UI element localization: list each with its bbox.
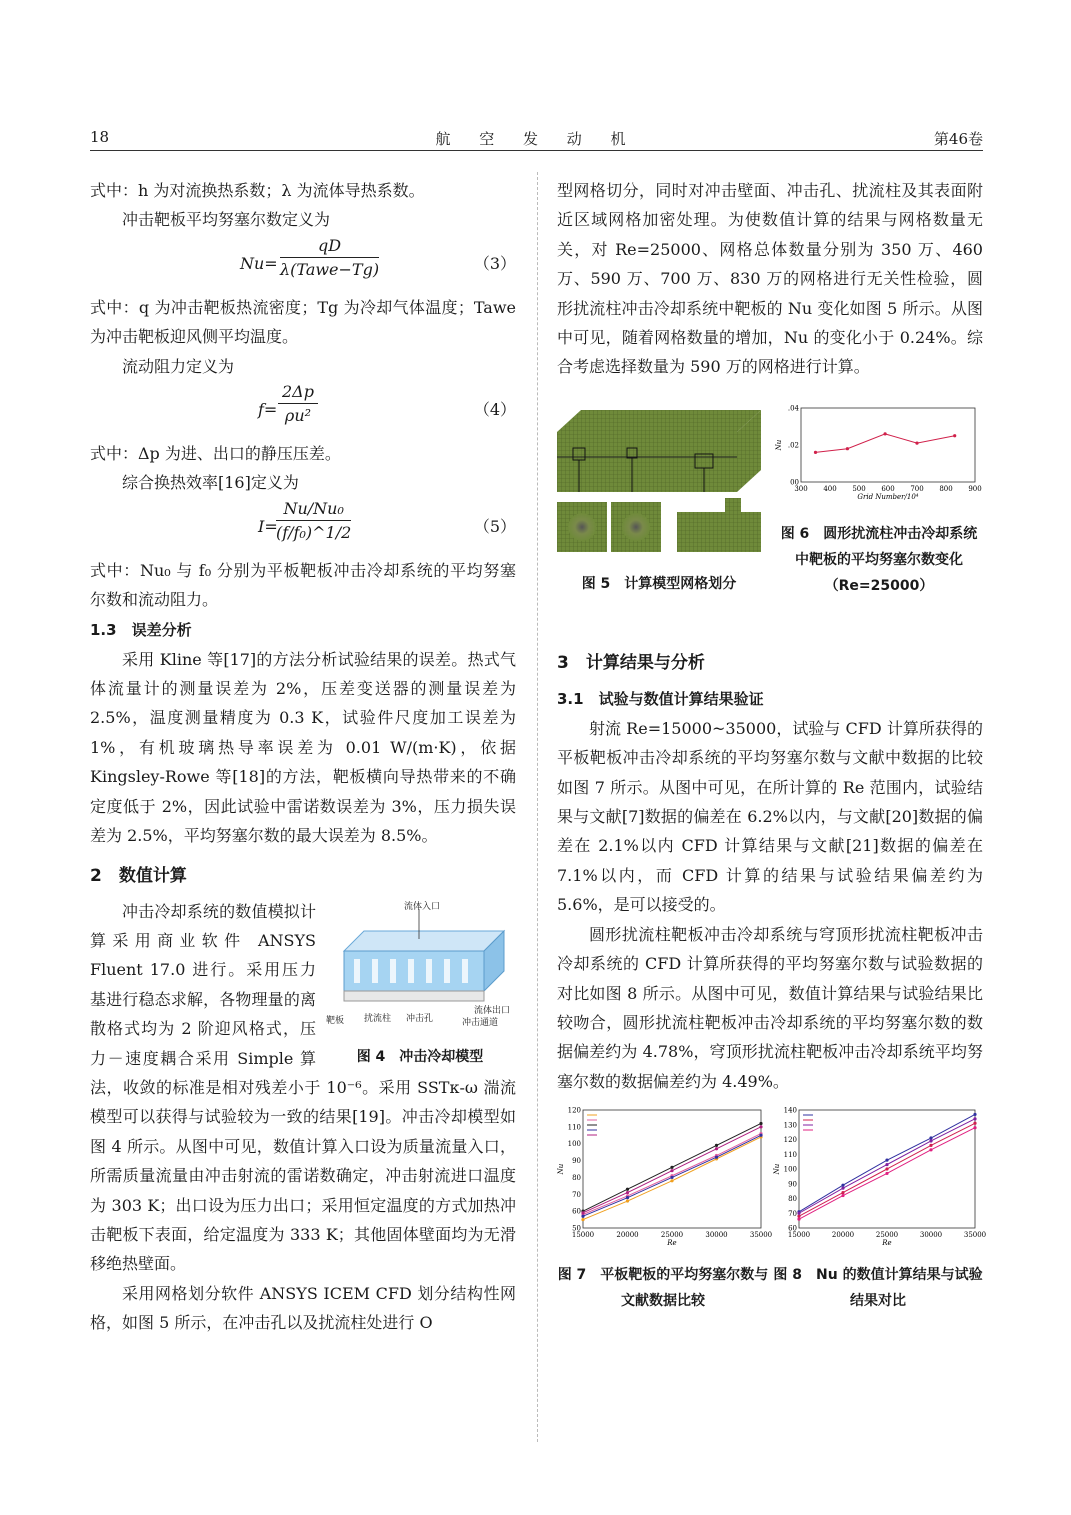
equation-5 xyxy=(90,498,516,556)
data-point xyxy=(670,1176,673,1179)
chart-flat-plate-nu xyxy=(557,1104,773,1252)
paragraph: 式中：Nu₀ 与 f₀ 分别为平板靶板冲击冷却系统的平均努塞尔数和流动阻力。 xyxy=(90,560,516,610)
data-point xyxy=(797,1215,800,1218)
y-tick-label: 110 xyxy=(567,1123,581,1132)
data-point xyxy=(581,1211,584,1214)
eq-numerator: Nu/Nu₀ xyxy=(276,498,351,521)
data-point xyxy=(929,1137,932,1140)
section-heading-3-1: 3.1 试验与数值计算结果验证 xyxy=(557,689,764,708)
data-point xyxy=(670,1179,673,1182)
paragraph: 射流 Re=15000~35000，试验与 CFD 计算所获得的平板靶板冲击冷却系统的平均努塞尔数与文献中数据的比较如图 7 所示。从图中可见，在所计算的 Re 范围内，试验结果与文献[7]数据的偏差在 6.2%以内，与文献[20]数据的偏差在 2.1%以内 CFD 计算结果与文献[21]数据的偏差在 7.1%以内，而 CFD 计算的结果与试验结果偏差约为 5.6%，是可以接受的。 xyxy=(557,718,983,915)
label-hole: 冲击孔 xyxy=(406,1013,434,1024)
x-tick-label: 300 xyxy=(794,484,808,493)
data-point xyxy=(797,1212,800,1215)
paragraph: 圆形扰流柱靶板冲击冷却系统与穹顶形扰流柱靶板冲击冷却系统的 CFD 计算所获得的平均努塞尔数与试验数据的对比如图 8 所示。从图中可见，数值计算结果与试验结果比较吻合，圆形扰流柱靶板冲击冷却系统的平均努塞尔数的数据偏差约为 4.78%，穹顶形扰流柱靶板冲击冷却系统平均努塞尔数的数据偏差约为 4.49%。 xyxy=(557,924,983,1091)
data-point xyxy=(759,1134,762,1137)
paragraph: 式中：h 为对流换热系数；λ 为流体导热系数。 xyxy=(90,181,425,200)
y-tick-label: 50 xyxy=(572,1224,581,1233)
page-header xyxy=(90,128,983,151)
data-point xyxy=(929,1140,932,1143)
mesh-diagram xyxy=(557,402,761,562)
volume-label: 第46卷 xyxy=(933,130,983,148)
data-point xyxy=(915,441,918,444)
plot-frame xyxy=(583,1110,761,1228)
eq-lhs: Nu= xyxy=(240,253,278,273)
x-tick-label: 25000 xyxy=(875,1231,899,1240)
figure-4 xyxy=(324,901,516,1065)
data-point xyxy=(929,1148,932,1151)
right-column xyxy=(557,176,987,1314)
data-point xyxy=(670,1169,673,1172)
data-point xyxy=(953,434,956,437)
x-tick-label: 700 xyxy=(910,484,924,493)
figure-5 xyxy=(557,402,761,597)
x-tick-label: 600 xyxy=(881,484,895,493)
data-point xyxy=(841,1184,844,1187)
data-point xyxy=(841,1194,844,1197)
data-point xyxy=(715,1147,718,1150)
chart-grid-independence xyxy=(775,402,983,512)
y-tick-label: 140 xyxy=(783,1106,797,1115)
figure-7 xyxy=(557,1104,773,1313)
eq-lhs: I= xyxy=(258,516,278,536)
eq-lhs: f= xyxy=(258,400,278,420)
figure-8-caption: 图 8 Nu 的数值计算结果与试验结果对比 xyxy=(773,1266,983,1309)
y-tick-label: 60 xyxy=(788,1224,797,1233)
eq-fraction xyxy=(278,381,318,428)
paragraph: 流动阻力定义为 xyxy=(122,356,235,376)
figure-7-caption: 图 7 平板靶板的平均努塞尔数与文献数据比较 xyxy=(557,1266,769,1309)
data-point xyxy=(973,1126,976,1129)
figures-7-8 xyxy=(557,1104,987,1314)
data-point xyxy=(841,1191,844,1194)
section-heading-2: 2 数值计算 xyxy=(90,865,187,886)
paragraph: 采用网格划分软件 ANSYS ICEM CFD 划分结构性网格，如图 5 所示，在冲击孔以及扰流柱处进行 O xyxy=(90,1283,516,1333)
data-point xyxy=(715,1156,718,1159)
journal-title: 航 空 发 动 机 xyxy=(435,130,638,148)
column-divider xyxy=(537,172,538,1442)
y-tick-label: 80 xyxy=(788,1195,797,1204)
eq-fraction xyxy=(276,498,351,545)
data-point xyxy=(626,1191,629,1194)
paragraph: 综合换热效率[16]定义为 xyxy=(122,473,299,493)
y-tick-label: 100 xyxy=(567,1140,581,1149)
x-tick-label: 25000 xyxy=(660,1231,684,1240)
x-axis-label: Re xyxy=(882,1239,892,1248)
series-line xyxy=(816,434,955,453)
data-point xyxy=(670,1166,673,1169)
y-tick-label: 70 xyxy=(572,1190,581,1199)
label-target: 靶板 xyxy=(326,1015,345,1026)
x-tick-label: 35000 xyxy=(749,1231,773,1240)
data-point xyxy=(759,1125,762,1128)
eq-number: （4） xyxy=(473,400,516,420)
x-tick-label: 35000 xyxy=(963,1231,987,1240)
paragraph: 式中：q 为冲击靶板热流密度；Tg 为冷却气体温度；Tawe 为冲击靶板迎风侧平均温度。 xyxy=(90,297,516,347)
paragraph: 型网格切分，同时对冲击壁面、冲击孔、扰流柱及其表面附近区域网格加密处理。为使数值计算的结果与网格数量无关，对 Re=25000、网格总体数量分别为 350 万、460 万、590 万、700 万、830 万的网格进行无关性检验，圆形扰流柱冲击冷却系统中靶板的 Nu 变化如图 5 所示。从图中可见，随着网格数量的增加，Nu 的变化小于 0.24%。综合考虑选择数量为 590 万的网格进行计算。 xyxy=(557,181,983,377)
y-tick-label: 120 xyxy=(783,1136,797,1145)
y-tick-label: 110 xyxy=(783,1150,797,1159)
figures-5-6 xyxy=(557,382,983,638)
eq-denominator: λ(Tawe−Tg) xyxy=(280,259,380,279)
x-tick-label: 400 xyxy=(823,484,837,493)
x-tick-label: 20000 xyxy=(831,1231,855,1240)
y-tick-label: 130 xyxy=(783,1121,797,1130)
paragraph: 式中：Δp 为进、出口的静压压差。 xyxy=(90,444,341,464)
series-line xyxy=(583,1134,761,1215)
data-point xyxy=(885,1168,888,1171)
data-point xyxy=(626,1188,629,1191)
data-point xyxy=(841,1187,844,1190)
data-point xyxy=(797,1218,800,1221)
y-tick-label: 70 xyxy=(788,1209,797,1218)
data-point xyxy=(581,1218,584,1221)
eq-number: （5） xyxy=(473,516,516,536)
eq-denominator: (f/f₀)^1/2 xyxy=(276,522,352,542)
figure-8 xyxy=(773,1104,987,1313)
data-point xyxy=(626,1196,629,1199)
x-tick-label: 30000 xyxy=(705,1231,728,1240)
x-tick-label: 30000 xyxy=(919,1231,943,1240)
data-point xyxy=(973,1117,976,1120)
label-outlet: 流体出口 xyxy=(474,1005,511,1016)
section-heading-3: 3 计算结果与分析 xyxy=(557,652,705,673)
label-channel: 冲击通道 xyxy=(462,1017,499,1028)
eq-number: （3） xyxy=(473,253,516,273)
y-tick-label: 00 xyxy=(790,478,799,487)
data-point xyxy=(884,432,887,435)
figure-4-caption: 图 4 冲击冷却模型 xyxy=(356,1048,484,1065)
equation-4 xyxy=(90,381,516,439)
page-number: 18 xyxy=(90,128,110,146)
y-axis-label: Nu xyxy=(775,439,783,451)
data-point xyxy=(885,1163,888,1166)
paragraph: 冲击靶板平均努塞尔数定义为 xyxy=(122,210,331,230)
x-axis-label: Re xyxy=(667,1239,677,1248)
eq-fraction xyxy=(280,235,379,282)
data-point xyxy=(759,1122,762,1125)
x-tick-label: 15000 xyxy=(571,1231,595,1240)
chart-nu-comparison xyxy=(773,1104,987,1252)
left-column xyxy=(90,176,516,1338)
label-inlet: 流体入口 xyxy=(404,901,441,912)
data-point xyxy=(715,1144,718,1147)
data-point xyxy=(885,1159,888,1162)
x-tick-label: 800 xyxy=(939,484,953,493)
x-tick-label: 15000 xyxy=(787,1231,811,1240)
y-axis-label: Nu xyxy=(557,1163,565,1175)
y-tick-label: 90 xyxy=(572,1157,581,1166)
x-axis-label: Grid Number/10⁴ xyxy=(857,492,919,501)
equation-3 xyxy=(90,235,516,293)
label-pillar: 扰流柱 xyxy=(364,1013,392,1024)
data-point xyxy=(626,1200,629,1203)
data-point xyxy=(973,1113,976,1116)
figure-6 xyxy=(775,402,983,599)
y-tick-label: .02 xyxy=(787,441,799,450)
y-tick-label: 90 xyxy=(788,1180,797,1189)
y-tick-label: 120 xyxy=(567,1106,581,1115)
eq-denominator: ρu² xyxy=(284,406,312,426)
y-axis-label: Nu xyxy=(773,1163,781,1175)
data-point xyxy=(973,1122,976,1125)
plot-frame xyxy=(801,408,975,482)
y-tick-label: .04 xyxy=(787,404,799,413)
x-tick-label: 900 xyxy=(968,484,982,493)
impingement-model-diagram xyxy=(324,901,516,1035)
x-tick-label: 20000 xyxy=(616,1231,639,1240)
section-heading-1-3: 1.3 误差分析 xyxy=(90,620,192,639)
figure-5-caption: 图 5 计算模型网格划分 xyxy=(581,576,737,593)
y-tick-label: 60 xyxy=(572,1207,581,1216)
data-point xyxy=(846,447,849,450)
eq-numerator: 2Δp xyxy=(278,381,318,404)
y-tick-label: 100 xyxy=(783,1165,797,1174)
data-point xyxy=(929,1144,932,1147)
paragraph: 采用 Kline 等[17]的方法分析试验结果的误差。热式气体流量计的测量误差为 2%，压差变送器的测量误差为 2.5%，温度测量精度为 0.3 K，试验件尺度加工误差为 1%，有机玻璃热导率误差为 0.01 W/(m·K)，依据 Kingsley-Rowe 等[18]的方法，靶板横向导热带来的不确定度低于 2%，因此试验中雷诺数误差为 3%，压力损失误差为 2.5%，平均努塞尔数的最大误差为 8.5%。 xyxy=(90,649,516,846)
figure-6-caption: 图 6 圆形扰流柱冲击冷却系统中靶板的平均努塞尔数变化（Re=25000） xyxy=(780,526,978,595)
data-point xyxy=(581,1215,584,1218)
data-point xyxy=(814,451,817,454)
data-point xyxy=(885,1172,888,1175)
x-tick-label: 500 xyxy=(852,484,866,493)
y-tick-label: 80 xyxy=(572,1174,581,1183)
paragraph: 冲击冷却系统的数值模拟计算采用商业软件 ANSYS Fluent 17.0 进行。采用压力基进行稳态求解，各物理量的离散格式均为 2 阶迎风格式，压力－速度耦合采用 Simple 算法，收敛的标准是相对残差小于 10⁻⁶。采用 SSTκ-ω 湍流模型可以获得与试验较为一致的结果[19]。冲击冷却模型如图 4 所示。从图中可见，数值计算入口设为质量流量入口，所需质量流量由冲击射流的雷诺数确定，冲击射流进口温度为 303 K；出口设为压力出口；采用恒定温度的方式加热冲击靶板下表面，给定温度为 333 K；其他固体壁面均为无滑移绝热壁面。 xyxy=(90,901,516,1274)
eq-numerator: qD xyxy=(280,235,379,258)
